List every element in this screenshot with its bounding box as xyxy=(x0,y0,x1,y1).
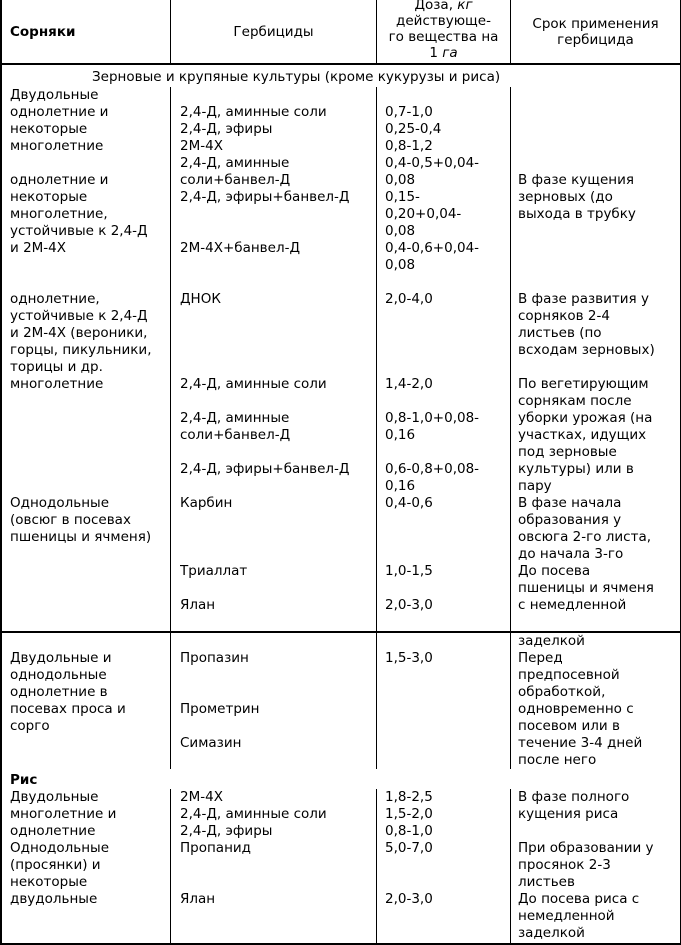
col-header-timing-lines xyxy=(532,16,658,48)
text-line xyxy=(10,393,168,410)
text-line: всходам зерновых) xyxy=(518,342,655,358)
text-line: листьев (по xyxy=(518,325,602,341)
text-line: При образовании у xyxy=(518,840,654,856)
text-line: многолетние xyxy=(10,138,104,154)
text-line xyxy=(180,325,374,342)
group-title-cereals xyxy=(2,65,680,87)
section-cereals xyxy=(2,87,680,631)
text-line: 0,8-1,0 xyxy=(385,823,433,839)
text-line: 0,08 xyxy=(385,172,416,188)
text-line xyxy=(10,427,168,444)
text-line: образования у xyxy=(518,512,622,528)
text-line: горцы, пикульники, xyxy=(10,342,152,358)
text-line: 1,5-2,0 xyxy=(385,806,433,822)
text-line xyxy=(518,223,678,240)
text-line: зерновых (до xyxy=(518,189,613,205)
text-line xyxy=(10,257,168,274)
text-line: ДНОК xyxy=(180,291,221,307)
text-line: 0,4-0,6+0,04- xyxy=(385,240,480,256)
text-line: уборки урожая (на xyxy=(518,410,653,426)
text-line xyxy=(385,342,508,359)
text-line: однодольные xyxy=(10,667,107,683)
text-line xyxy=(180,478,374,495)
text-line xyxy=(180,614,374,631)
text-line: (овсюг в посевах xyxy=(10,512,131,528)
text-line xyxy=(10,735,168,752)
text-line: выхода в трубку xyxy=(518,206,636,222)
text-line: 0,8-1,2 xyxy=(385,138,433,154)
text-line xyxy=(385,325,508,342)
text-line xyxy=(10,461,168,478)
text-line xyxy=(180,874,374,891)
text-line: В фазе полного xyxy=(518,789,630,805)
text-line: 2,4-Д, аминные соли xyxy=(180,376,327,392)
text-line xyxy=(180,359,374,376)
text-line xyxy=(180,857,374,874)
col-header-timing xyxy=(511,0,680,63)
text-line xyxy=(385,614,508,631)
text-line xyxy=(180,529,374,546)
text-line: соли+банвел-Д xyxy=(180,172,291,188)
text-line: заделкой xyxy=(518,925,585,941)
text-line xyxy=(385,87,508,104)
text-line xyxy=(518,87,678,104)
text-line xyxy=(180,444,374,461)
text-line: 0,4-0,6 xyxy=(385,495,433,511)
text-line: Однодольные xyxy=(10,495,110,511)
text-line xyxy=(518,257,678,274)
text-line xyxy=(385,529,508,546)
text-line: многолетние, xyxy=(10,206,108,222)
text-line: 2М-4Х+банвел-Д xyxy=(180,240,300,256)
text-line: сорняков 2-4 xyxy=(518,308,610,324)
text-line: устойчивые к 2,4-Д xyxy=(10,223,148,239)
text-line: Прометрин xyxy=(180,701,260,717)
col-header-weeds xyxy=(2,0,171,63)
text-line xyxy=(385,274,508,291)
text-line: некоторые xyxy=(10,189,88,205)
dose-cell xyxy=(377,633,511,769)
text-line: заделкой xyxy=(518,633,585,649)
text-line: однолетние, xyxy=(10,291,100,307)
text-line: одновременно с xyxy=(518,701,634,717)
herbicides-cell xyxy=(171,633,377,769)
text-line xyxy=(385,735,508,752)
text-line: 0,6-0,8+0,08- xyxy=(385,461,480,477)
text-line xyxy=(180,908,374,925)
text-line: кущения риса xyxy=(518,806,619,822)
text-line xyxy=(385,908,508,925)
text-line: Двудольные xyxy=(10,789,99,805)
text-line: Однодольные xyxy=(10,840,110,856)
text-line xyxy=(10,614,168,631)
text-line: В фазе развития у xyxy=(518,291,649,307)
weeds-cell xyxy=(2,633,171,769)
text-line: некоторые xyxy=(10,874,88,890)
dose-cell xyxy=(377,789,511,943)
text-line: однолетние xyxy=(10,823,96,839)
text-line: Ялан xyxy=(180,891,216,907)
text-line: овсюга 2-го листа, xyxy=(518,529,652,545)
text-line: Карбин xyxy=(180,495,233,511)
text-line xyxy=(385,359,508,376)
text-line xyxy=(180,342,374,359)
text-line xyxy=(10,444,168,461)
text-line: 0,16 xyxy=(385,427,416,443)
text-line: и 2М-4Х (вероники, xyxy=(10,325,148,341)
text-line xyxy=(385,546,508,563)
text-line xyxy=(180,667,374,684)
text-line: По вегетирующим xyxy=(518,376,649,392)
text-line: 0,7-1,0 xyxy=(385,104,433,120)
text-line: пшеницы и ячменя xyxy=(518,580,654,596)
text-line: и 2М-4Х xyxy=(10,240,67,256)
text-line: однолетние в xyxy=(10,684,108,700)
text-line: соли+банвел-Д xyxy=(180,427,291,443)
text-line xyxy=(385,684,508,701)
text-line: 2,0-3,0 xyxy=(385,597,433,613)
text-line: культуры) или в xyxy=(518,461,634,477)
text-line xyxy=(180,87,374,104)
text-line: листьев xyxy=(518,874,575,890)
col-header-herbicides-label: Гербициды xyxy=(233,23,314,40)
text-line: 1,4-2,0 xyxy=(385,376,433,392)
text-line xyxy=(10,274,168,291)
text-line: (просянки) и xyxy=(10,857,101,873)
weeds-cell xyxy=(2,789,171,943)
section-millet xyxy=(2,631,680,769)
col-header-dose xyxy=(377,0,511,63)
text-line: 1,5-3,0 xyxy=(385,650,433,666)
text-line: некоторые xyxy=(10,121,88,137)
text-line: 2,0-3,0 xyxy=(385,891,433,907)
text-line xyxy=(10,410,168,427)
text-line: 0,08 xyxy=(385,257,416,273)
text-line: 2,4-Д, аминные соли xyxy=(180,806,327,822)
text-line: посевом или в xyxy=(518,718,620,734)
text-line: 2,0-4,0 xyxy=(385,291,433,307)
text-line: 0,16 xyxy=(385,478,416,494)
text-line: сорнякам после xyxy=(518,393,632,409)
text-line: Пропанид xyxy=(180,840,252,856)
text-line: обработкой, xyxy=(518,684,606,700)
group-title-rice-label: Рис xyxy=(10,772,38,788)
text-line: пару xyxy=(518,478,552,494)
text-line: однолетние и xyxy=(10,172,109,188)
group-title-rice xyxy=(2,769,680,789)
text-line xyxy=(518,104,678,121)
text-line xyxy=(10,580,168,597)
text-line xyxy=(518,155,678,172)
text-line xyxy=(180,308,374,325)
text-line xyxy=(385,512,508,529)
text-line xyxy=(518,274,678,291)
text-line: Двудольные и xyxy=(10,650,112,666)
text-line: пшеницы и ячменя) xyxy=(10,529,152,545)
text-line: 0,15- xyxy=(385,189,420,205)
text-line xyxy=(385,580,508,597)
text-line xyxy=(385,701,508,718)
text-line xyxy=(518,823,678,840)
text-line: 0,25-0,4 xyxy=(385,121,442,137)
text-line xyxy=(180,752,374,769)
text-line: До посева xyxy=(518,563,591,579)
text-line: 1 га xyxy=(429,45,458,61)
text-line: го вещества на xyxy=(388,29,499,45)
text-line xyxy=(180,684,374,701)
text-line: В фазе кущения xyxy=(518,172,635,188)
text-line xyxy=(180,393,374,410)
text-line: 2М-4Х xyxy=(180,138,223,154)
text-line xyxy=(180,546,374,563)
text-line: двудольные xyxy=(10,891,98,907)
text-line xyxy=(180,580,374,597)
text-line xyxy=(385,718,508,735)
text-line: До посева риса с xyxy=(518,891,640,907)
dose-cell xyxy=(377,87,511,631)
timing-cell xyxy=(511,789,680,943)
text-line: просянок 2-3 xyxy=(518,857,611,873)
text-line xyxy=(385,874,508,891)
text-line: 1,8-2,5 xyxy=(385,789,433,805)
text-line: 0,4-0,5+0,04- xyxy=(385,155,480,171)
text-line xyxy=(10,752,168,769)
text-line: 0,08 xyxy=(385,223,416,239)
text-line: под зерновые xyxy=(518,444,617,460)
text-line xyxy=(518,121,678,138)
text-line: 0,20+0,04- xyxy=(385,206,462,222)
text-line xyxy=(10,563,168,580)
text-line: 2,4-Д, эфиры+банвел-Д xyxy=(180,461,350,477)
text-line xyxy=(10,546,168,563)
col-header-weeds-label: Сорняки xyxy=(10,23,76,40)
col-header-herbicides xyxy=(171,0,377,63)
text-line xyxy=(385,393,508,410)
text-line xyxy=(385,752,508,769)
text-line: действующе- xyxy=(396,13,491,29)
text-line: 5,0-7,0 xyxy=(385,840,433,856)
text-line xyxy=(180,512,374,529)
text-line: участках, идущих xyxy=(518,427,647,443)
text-line: устойчивые к 2,4-Д xyxy=(10,308,148,324)
text-line xyxy=(10,908,168,925)
text-line: Ялан xyxy=(180,597,216,613)
text-line xyxy=(180,274,374,291)
col-header-dose-lines xyxy=(389,0,499,61)
table-header-row xyxy=(2,0,680,65)
text-line: гербицида xyxy=(557,31,634,48)
text-line: Пропазин xyxy=(180,650,249,666)
text-line: Срок применения xyxy=(532,15,659,32)
text-line xyxy=(180,257,374,274)
text-line xyxy=(385,857,508,874)
text-line: торицы и др. xyxy=(10,359,103,375)
text-line xyxy=(518,614,678,631)
text-line: В фазе начала xyxy=(518,495,622,511)
text-line: течение 3-4 дней xyxy=(518,735,643,751)
text-line xyxy=(180,925,374,942)
text-line: однолетние и xyxy=(10,104,109,120)
text-line: Доза, кг xyxy=(414,0,473,13)
text-line: немедленной xyxy=(518,908,615,924)
text-line: после него xyxy=(518,752,597,768)
text-line xyxy=(385,667,508,684)
text-line xyxy=(385,633,508,650)
text-line: Перед xyxy=(518,650,563,666)
weeds-cell xyxy=(2,87,171,631)
text-line: 0,8-1,0+0,08- xyxy=(385,410,480,426)
text-line: 2,4-Д, аминные соли xyxy=(180,104,327,120)
timing-cell xyxy=(511,633,680,769)
text-line: Двудольные xyxy=(10,87,99,103)
text-line xyxy=(10,155,168,172)
text-line: Триаллат xyxy=(180,563,248,579)
text-line: до начала 3-го xyxy=(518,546,624,562)
herbicides-cell xyxy=(171,87,377,631)
text-line xyxy=(10,597,168,614)
text-line: многолетние xyxy=(10,376,104,392)
text-line: 2,4-Д, эфиры+банвел-Д xyxy=(180,189,350,205)
text-line xyxy=(385,925,508,942)
text-line: Симазин xyxy=(180,735,242,751)
text-line xyxy=(180,633,374,650)
text-line: 2,4-Д, эфиры xyxy=(180,823,273,839)
text-line: 2,4-Д, аминные xyxy=(180,155,290,171)
text-line: предпосевной xyxy=(518,667,620,683)
group-title-cereals-label: Зерновые и крупяные культуры (кроме кукурузы и риса) xyxy=(92,69,501,85)
text-line: 2М-4Х xyxy=(180,789,223,805)
text-line: 2,4-Д, аминные xyxy=(180,410,290,426)
herbicides-cell xyxy=(171,789,377,943)
text-line xyxy=(10,478,168,495)
text-line xyxy=(180,223,374,240)
text-line: посевах проса и xyxy=(10,701,126,717)
timing-cell xyxy=(511,87,680,631)
text-line: 2,4-Д, эфиры xyxy=(180,121,273,137)
section-rice xyxy=(2,789,680,943)
text-line xyxy=(518,359,678,376)
text-line: сорго xyxy=(10,718,50,734)
text-line xyxy=(180,206,374,223)
text-line xyxy=(518,138,678,155)
text-line xyxy=(518,240,678,257)
text-line xyxy=(10,925,168,942)
text-line xyxy=(180,718,374,735)
text-line xyxy=(10,633,168,650)
text-line: многолетние и xyxy=(10,806,117,822)
text-line xyxy=(385,444,508,461)
text-line xyxy=(385,308,508,325)
text-line: с немедленной xyxy=(518,597,627,613)
text-line: 1,0-1,5 xyxy=(385,563,433,579)
